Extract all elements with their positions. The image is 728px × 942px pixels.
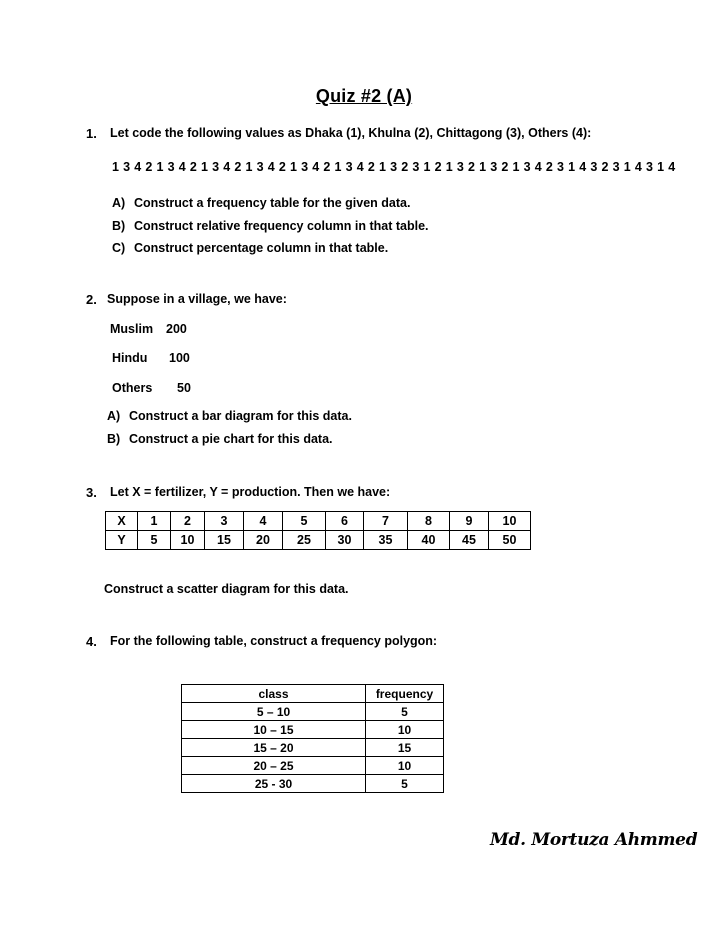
q2-item-b-text: Construct a pie chart for this data. xyxy=(129,432,333,446)
table-row xyxy=(182,757,444,775)
q2-item-b-letter: B) xyxy=(107,432,121,446)
q3-x-cell: 9 xyxy=(450,512,489,531)
q2-row-others-label: Others xyxy=(112,381,153,395)
q3-x-label: X xyxy=(106,512,138,531)
q4-frequency-cell: 15 xyxy=(366,739,444,757)
q4-text: For the following table, construct a frequency polygon: xyxy=(110,634,438,648)
q1-number: 1. xyxy=(86,126,97,141)
q1-item-b xyxy=(112,219,429,233)
q3-x-cell: 7 xyxy=(364,512,408,531)
page-title: Quiz #2 (A) xyxy=(315,86,413,106)
q4-header-class: class xyxy=(182,685,366,703)
q4-class-cell: 5 – 10 xyxy=(182,703,366,721)
q1-item-a-text: Construct a frequency table for the given data. xyxy=(134,196,411,210)
q1-item-b-text: Construct relative frequency column in that table. xyxy=(134,219,429,233)
q2-row-muslim-label: Muslim xyxy=(110,322,154,336)
q4-class-cell: 25 - 30 xyxy=(182,775,366,793)
q3-instruction: Construct a scatter diagram for this data. xyxy=(104,582,349,596)
q4-frequency-cell: 10 xyxy=(366,757,444,775)
q3-y-cell: 5 xyxy=(138,531,171,550)
q3-y-cell: 40 xyxy=(408,531,450,550)
q2-row-hindu-label: Hindu xyxy=(112,351,148,365)
q3-x-cell: 4 xyxy=(244,512,283,531)
q1-item-a-letter: A) xyxy=(112,196,126,210)
q2-row-muslim-value: 200 xyxy=(166,322,187,336)
q3-x-cell: 1 xyxy=(138,512,171,531)
q2-item-a xyxy=(107,409,352,423)
q2-item-a-letter: A) xyxy=(107,409,121,423)
q4-header-row xyxy=(182,685,444,703)
q3-y-cell: 30 xyxy=(326,531,364,550)
q3-y-cell: 50 xyxy=(489,531,531,550)
q4-class-cell: 20 – 25 xyxy=(182,757,366,775)
q3-x-cell: 3 xyxy=(205,512,244,531)
q4-class-cell: 15 – 20 xyxy=(182,739,366,757)
author-signature: Md. Mortuza Ahmmed xyxy=(490,830,698,850)
q4-frequency-cell: 5 xyxy=(366,703,444,721)
q3-y-label: Y xyxy=(106,531,138,550)
q2-number: 2. xyxy=(86,292,97,307)
q3-x-row xyxy=(106,512,531,531)
q1-item-b-letter: B) xyxy=(112,219,126,233)
q1-item-c-letter: C) xyxy=(112,241,126,255)
table-row xyxy=(182,703,444,721)
table-row xyxy=(182,721,444,739)
q2-row-others-value: 50 xyxy=(177,381,191,395)
q1-item-c-text: Construct percentage column in that table. xyxy=(134,241,389,255)
q3-xy-table xyxy=(105,511,531,550)
q2-text: Suppose in a village, we have: xyxy=(107,292,287,306)
q3-y-cell: 15 xyxy=(205,531,244,550)
q3-number: 3. xyxy=(86,485,97,500)
q1-text: Let code the following values as Dhaka (1), Khulna (2), Chittagong (3), Others (4): xyxy=(110,126,592,140)
q3-x-cell: 10 xyxy=(489,512,531,531)
q3-y-row xyxy=(106,531,531,550)
q3-x-cell: 8 xyxy=(408,512,450,531)
q3-y-cell: 10 xyxy=(171,531,205,550)
q4-frequency-cell: 10 xyxy=(366,721,444,739)
q2-row-hindu-value: 100 xyxy=(169,351,190,365)
q3-y-cell: 45 xyxy=(450,531,489,550)
q3-x-cell: 5 xyxy=(283,512,326,531)
q2-item-b xyxy=(107,432,333,446)
q4-frequency-table xyxy=(181,684,444,793)
q3-y-cell: 25 xyxy=(283,531,326,550)
q1-item-c xyxy=(112,241,388,255)
table-row xyxy=(182,775,444,793)
q3-x-cell: 6 xyxy=(326,512,364,531)
q4-number: 4. xyxy=(86,634,97,649)
q1-item-a xyxy=(112,196,410,210)
q4-frequency-cell: 5 xyxy=(366,775,444,793)
q1-data-line: 1 3 4 2 1 3 4 2 1 3 4 2 1 3 4 2 1 3 4 2 1 3 4 2 1 3 2 3 1 2 1 3 2 1 3 2 1 3 4 2 3 1 4 3 2 3 1 4 3 1 4 xyxy=(112,160,676,174)
q3-y-cell: 35 xyxy=(364,531,408,550)
q3-text: Let X = fertilizer, Y = production. Then we have: xyxy=(110,485,391,499)
q3-x-cell: 2 xyxy=(171,512,205,531)
table-row xyxy=(182,739,444,757)
q4-header-frequency: frequency xyxy=(366,685,444,703)
q4-class-cell: 10 – 15 xyxy=(182,721,366,739)
q2-item-a-text: Construct a bar diagram for this data. xyxy=(129,409,352,423)
q3-y-cell: 20 xyxy=(244,531,283,550)
